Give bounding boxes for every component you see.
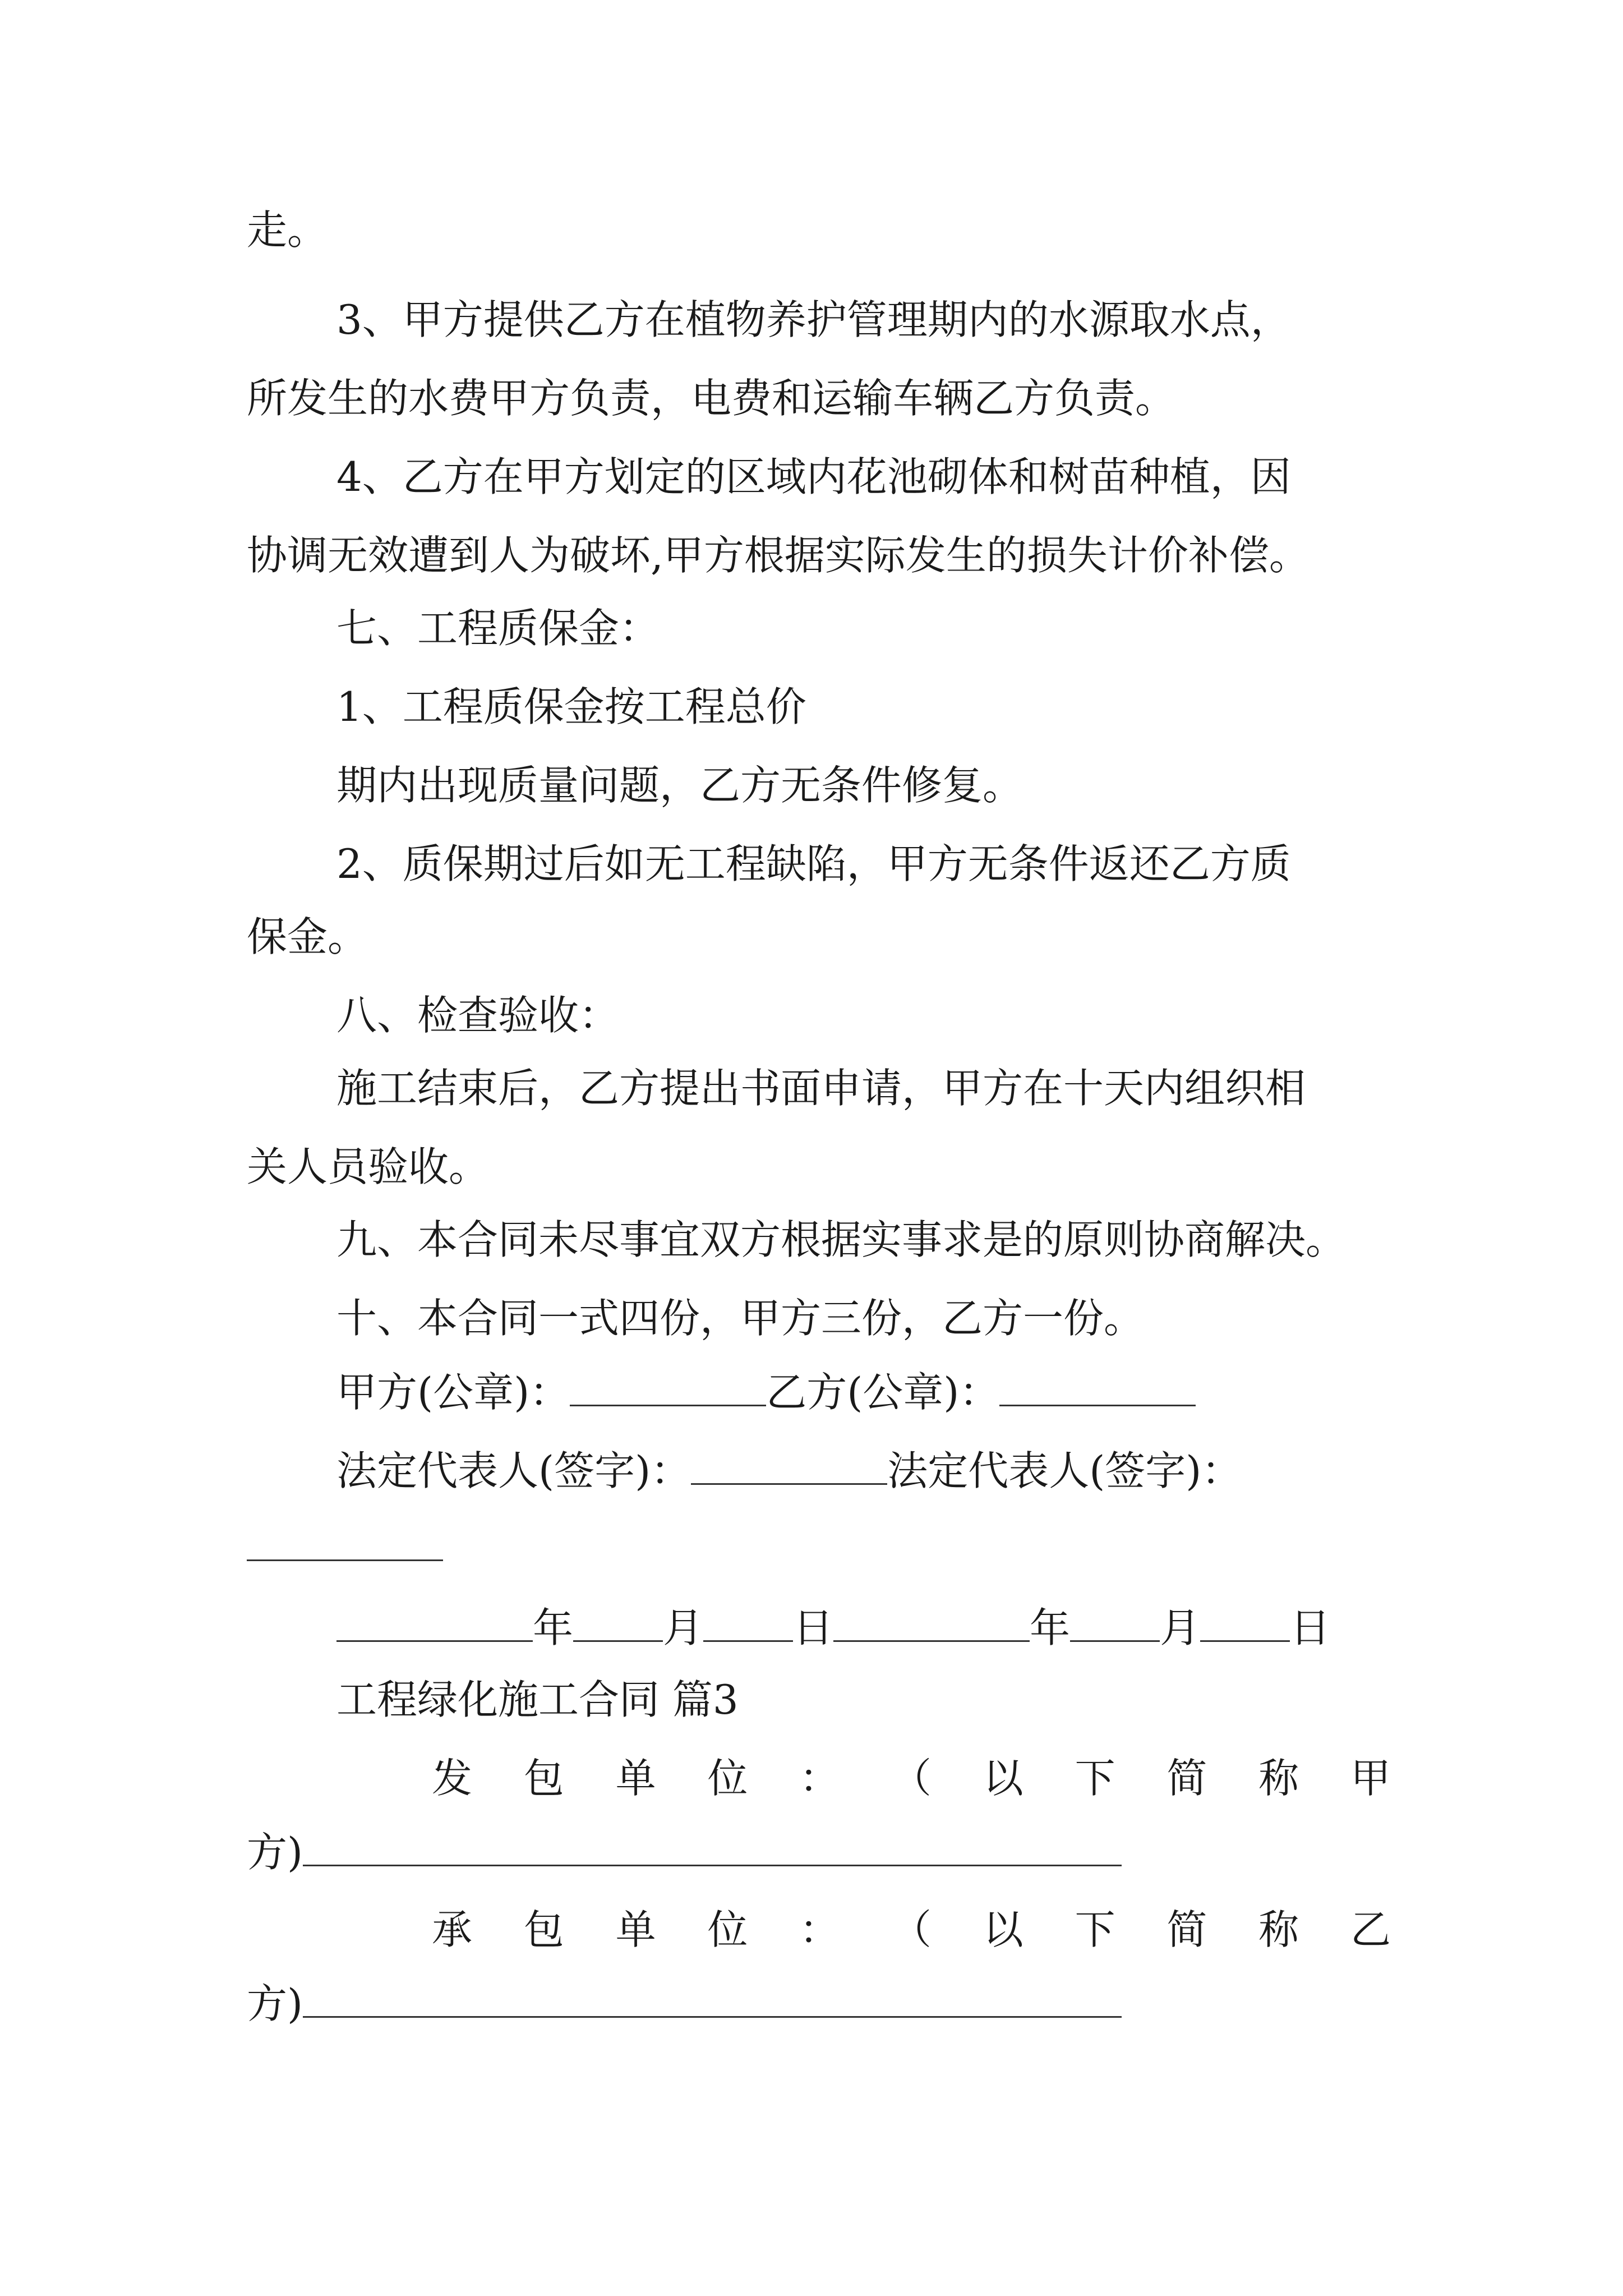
year-label: 年	[1030, 1604, 1071, 1651]
contractor-char: （	[891, 1906, 932, 1953]
contractor-char: 称	[1258, 1906, 1299, 1953]
paragraph-line: 九、本合同未尽事宜双方根据实事求是的原则协商解决。	[336, 1216, 1347, 1263]
issuer-char: ：	[799, 1755, 840, 1802]
contractor-char: 承	[432, 1906, 473, 1953]
issuer-line	[432, 1750, 1391, 1806]
party-a-seal-label: 甲方(公章)：	[336, 1369, 570, 1416]
contractor-char: 乙	[1350, 1906, 1391, 1953]
contractor-char: 简	[1166, 1906, 1207, 1953]
year-label: 年	[533, 1604, 574, 1651]
year-a-blank[interactable]	[336, 1599, 533, 1642]
party-a-seal-blank[interactable]	[570, 1363, 766, 1406]
issuer-char: 简	[1166, 1755, 1207, 1802]
contractor-char: 单	[615, 1906, 656, 1953]
paragraph-line: 期内出现质量问题，乙方无条件修复。	[336, 762, 1023, 809]
issuer-tail: 方)	[247, 1829, 303, 1876]
legal-rep-row	[336, 1442, 1242, 1499]
issuer-tail-row	[247, 1823, 1122, 1880]
contractor-line	[432, 1902, 1391, 1958]
contractor-char: 位	[707, 1906, 748, 1953]
paragraph-line: 1、工程质保金按工程总价	[336, 683, 806, 730]
paragraph-line: 协调无效遭到人为破坏,甲方根据实际发生的损失计价补偿。	[247, 532, 1310, 579]
contractor-char: 下	[1075, 1906, 1115, 1953]
issuer-char: 称	[1258, 1755, 1299, 1802]
date-row	[336, 1599, 1330, 1656]
month-b-blank[interactable]	[1070, 1599, 1160, 1642]
paragraph-line: 保金。	[247, 913, 368, 960]
contractor-char: ：	[799, 1906, 840, 1953]
contractor-name-blank[interactable]	[303, 1975, 1122, 2018]
section-heading: 七、工程质保金：	[336, 605, 660, 652]
day-label: 日	[793, 1604, 834, 1651]
contractor-tail-row	[247, 1975, 1122, 2032]
paragraph-line: 4、乙方在甲方划定的区域内花池砌体和树苗种植，因	[336, 453, 1291, 500]
legal-rep-b-blank[interactable]	[247, 1559, 443, 1561]
issuer-char: 包	[523, 1755, 564, 1802]
issuer-char: 下	[1075, 1755, 1115, 1802]
contractor-char: 包	[523, 1906, 564, 1953]
day-b-blank[interactable]	[1200, 1599, 1290, 1642]
paragraph-line: 施工结束后，乙方提出书面申请，甲方在十天内组织相	[336, 1065, 1306, 1112]
day-a-blank[interactable]	[703, 1599, 793, 1642]
month-label: 月	[1160, 1604, 1201, 1651]
contractor-tail: 方)	[247, 1980, 303, 2027]
paragraph-line: 所发生的水费甲方负责，电费和运输车辆乙方负责。	[247, 375, 1176, 422]
paragraph-line: 3、甲方提供乙方在植物养护管理期内的水源取水点，	[336, 296, 1291, 343]
legal-rep-a-blank[interactable]	[691, 1442, 887, 1485]
contractor-char: 以	[983, 1906, 1023, 1953]
month-label: 月	[663, 1604, 704, 1651]
paragraph-line: 十、本合同一式四份，甲方三份，乙方一份。	[336, 1295, 1145, 1342]
issuer-char: 单	[615, 1755, 656, 1802]
issuer-char: 以	[983, 1755, 1023, 1802]
contract-title: 工程绿化施工合同 篇3	[336, 1676, 739, 1723]
year-b-blank[interactable]	[833, 1599, 1030, 1642]
paragraph-line: 2、质保期过后如无工程缺陷，甲方无条件返还乙方质	[336, 840, 1291, 887]
legal-rep-b-label: 法定代表人(签字)：	[887, 1447, 1242, 1494]
seal-row	[336, 1363, 1196, 1420]
paragraph-line: 关人员验收。	[247, 1143, 490, 1190]
issuer-name-blank[interactable]	[303, 1823, 1122, 1866]
day-label: 日	[1290, 1604, 1331, 1651]
issuer-char: 发	[432, 1755, 473, 1802]
party-b-seal-blank[interactable]	[999, 1363, 1196, 1406]
issuer-char: （	[891, 1755, 932, 1802]
section-heading: 八、检查验收：	[336, 992, 620, 1039]
legal-rep-a-label: 法定代表人(签字)：	[336, 1447, 691, 1494]
issuer-char: 甲	[1350, 1755, 1391, 1802]
issuer-char: 位	[707, 1755, 748, 1802]
paragraph-line: 走。	[247, 206, 328, 254]
party-b-seal-label: 乙方(公章)：	[766, 1369, 1000, 1416]
month-a-blank[interactable]	[573, 1599, 663, 1642]
